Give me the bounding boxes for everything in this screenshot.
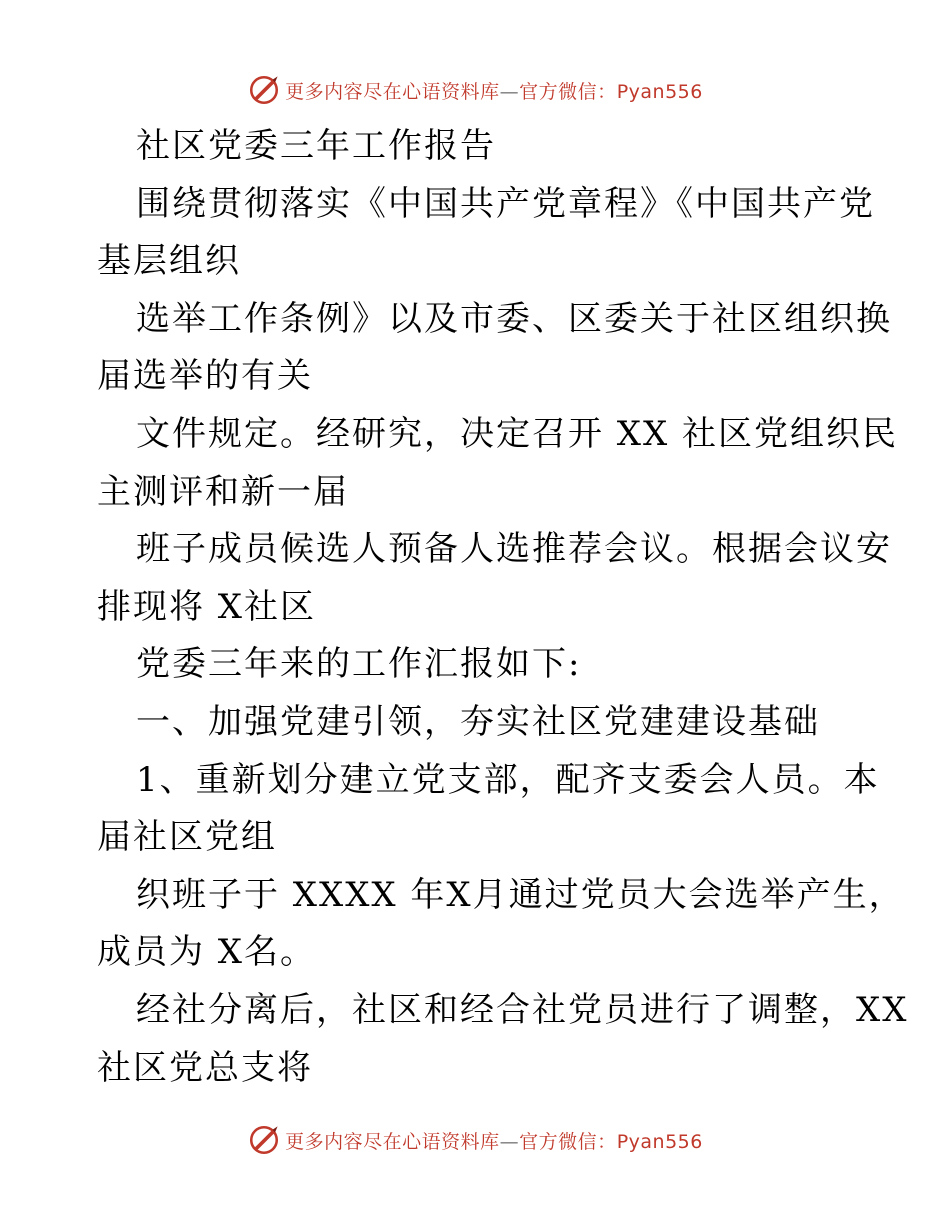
- section-heading: 一、加强党建引领，夯实社区党建建设基础: [136, 701, 820, 742]
- doc-line: 文件规定。经研究，决定召开 XX 社区党组织民: [136, 413, 899, 454]
- doc-line: 届选举的有关: [97, 356, 313, 397]
- watermark-separator: —: [499, 80, 520, 103]
- doc-line: 基层组织: [97, 241, 241, 282]
- watermark-suffix: 官方微信：: [519, 1130, 617, 1153]
- watermark-suffix: 官方微信：: [519, 80, 617, 103]
- watermark-separator: —: [499, 1130, 520, 1153]
- doc-line: 主测评和新一届: [97, 471, 349, 512]
- doc-line: 排现将 X社区: [97, 586, 317, 627]
- watermark-brand: 更多内容尽在心语资料库: [285, 80, 500, 103]
- doc-line: 围绕贯彻落实《中国共产党章程》《中国共产党: [136, 183, 875, 224]
- doc-line: 选举工作条例》以及市委、区委关于社区组织换: [136, 298, 892, 339]
- doc-line: 经社分离后，社区和经合社党员进行了调整，XX: [136, 989, 909, 1030]
- doc-line: 党委三年来的工作汇报如下:: [136, 644, 582, 685]
- document-body: [97, 118, 909, 1097]
- quill-pen-logo-icon: [247, 73, 281, 107]
- doc-title: 社区党委三年工作报告: [136, 126, 496, 166]
- quill-pen-logo-icon: [247, 1123, 281, 1157]
- doc-line: 成员为 X名。: [97, 932, 317, 973]
- doc-line: 织班子于 XXXX 年X月通过党员大会选举产生，: [136, 874, 905, 915]
- doc-line: 届社区党组: [97, 817, 277, 858]
- watermark-wechat-id: Pyan556: [616, 80, 703, 103]
- watermark-wechat-id: Pyan556: [616, 1130, 703, 1153]
- doc-line: 1、重新划分建立党支部，配齐支委会人员。本: [136, 759, 880, 800]
- watermark-banner-bottom: [0, 1120, 950, 1160]
- watermark-brand: 更多内容尽在心语资料库: [285, 1130, 500, 1153]
- doc-line: 班子成员候选人预备人选推荐会议。根据会议安: [136, 529, 892, 570]
- doc-line: 社区党总支将: [97, 1047, 313, 1088]
- watermark-banner-top: [0, 70, 950, 110]
